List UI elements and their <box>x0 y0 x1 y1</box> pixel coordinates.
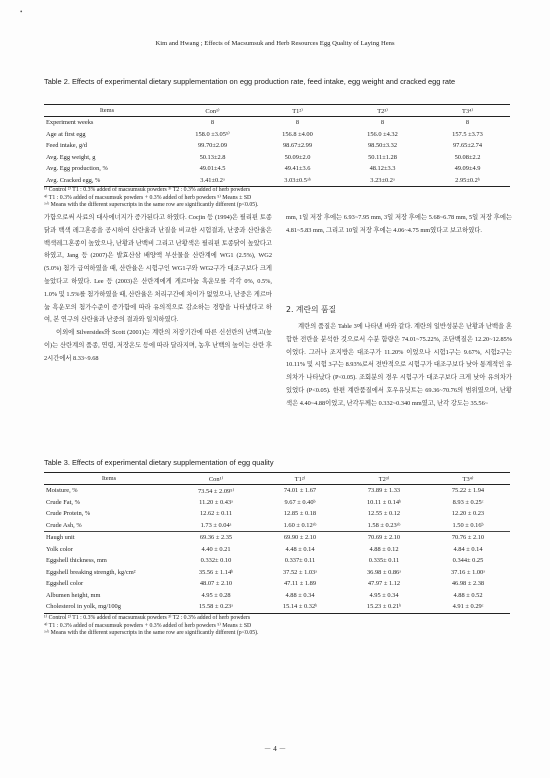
table-cell: 70.76 ± 2.10 <box>426 532 510 544</box>
row-label: Age at first egg <box>46 130 86 138</box>
table-cell: 0.335± 0.11 <box>368 557 400 565</box>
table-cell: 3.41±0.2ᵃ <box>170 175 255 187</box>
table-row <box>44 129 510 141</box>
table-cell: 69.90 ± 2.10 <box>258 532 342 544</box>
table-cell: 1.60 ± 0.12ᵃᵇ <box>283 521 317 529</box>
table-cell: 1.73 ± 0.04ᵃ <box>200 521 232 529</box>
row-label: Moisture, % <box>46 487 78 495</box>
table-row <box>44 117 510 129</box>
left-paragraph-1: 가함으로써 사료의 대사에너지가 증가된다고 하였다. Cocjin 등 (1994)은 필리핀 토종닭과 백색 레그혼종을 공시하여 산란율과 난질을 비교한 시험결과, 난중과 산란율은 백색레그혼종이 높았으나, 난황과 난백비 그리고 난황색은 필리핀 토종닭이 높았다고 하였고, Jang 등 (2007)은 발효산삼 배양액 부산물을 산란계에 WG1 (2.5%), WG2 (5.0%) 첨가 급여하였을 때, 산란율은 시험구인 WG1구와 WG2구가 대조구보다 크게 높았다고 하였다. Lee 등 (2003)은 산란계에게 게르마늄 혹운모를 각각 0%, 0.5%, 1.0% 및 1.5%를 첨가하였을 때, 산란율은 처리구간에 차이가 없었으나, 난중은 게르마늄 흑운모의 첨가수준이 증가함에 따라 유의적으로 감소하는 경향을 나타냈다고 하여, 본 연구의 산란율과 난중의 결과와 일치하였다. <box>44 214 272 324</box>
table-row <box>44 532 510 544</box>
table-cell: 4.84 ± 0.14 <box>453 545 483 553</box>
table-cell: 74.01 ± 1.67 <box>283 487 317 495</box>
section-title: 2. 계란의 품질 <box>286 305 337 314</box>
row-label: Eggshell color <box>46 580 84 588</box>
table-cell: 15.23 ± 0.21ᵇ <box>342 601 426 613</box>
table-cell: 0.337± 0.11 <box>284 557 316 565</box>
table-cell: 49.41±3.6 <box>284 165 311 173</box>
table-cell: 3.03±0.5ᵃᵇ <box>255 175 340 187</box>
table-row <box>44 175 510 187</box>
row-label: Avg. Cracked egg, % <box>44 175 170 187</box>
table-cell: 4.88 ± 0.52 <box>453 591 483 599</box>
table-cell: 12.55 ± 0.12 <box>367 510 401 518</box>
table-cell: 47.11 ± 1.89 <box>283 580 317 588</box>
table-cell: 156.8 ±4.00 <box>282 130 313 138</box>
table-row <box>44 497 510 509</box>
table-row <box>44 555 510 567</box>
table-cell: 4.48 ± 0.14 <box>285 545 315 553</box>
table-row <box>44 590 510 602</box>
table-cell: 15.58 ± 0.23ᵃ <box>174 601 258 613</box>
table-cell: 35.56 ± 1.14ᵇ <box>198 568 234 576</box>
column-header: Con¹⁾ <box>174 473 258 485</box>
table-cell: 1.58 ± 0.23ᵃᵇ <box>367 521 401 529</box>
footnote: ⁴⁾ T1 : 0.3% added of macsumsuk powders + 0.3% added of herb powders ⁵⁾ Means ± SD <box>44 194 252 201</box>
table-row <box>44 140 510 152</box>
column-header: T1²⁾ <box>255 105 340 117</box>
table-cell: 37.52 ± 1.03ᵃ <box>282 568 317 576</box>
table-cell: 47.97 ± 1.12 <box>367 580 401 588</box>
row-label: Feed intake, g/d <box>46 142 87 150</box>
table-cell: 12.20 ± 0.23 <box>451 510 485 518</box>
table-cell: 4.88 ± 0.12 <box>369 545 399 553</box>
table-cell: 49.01±4.5 <box>199 165 226 173</box>
table3-footnotes <box>44 615 259 638</box>
table-row <box>44 163 510 175</box>
table-cell: 15.14 ± 0.32ᵇ <box>258 601 342 613</box>
table-cell: 157.5 ±3.73 <box>452 130 483 138</box>
table-cell: 8 <box>465 119 470 127</box>
table-cell: 9.67 ± 0.40ᵇ <box>284 498 316 506</box>
table-row <box>44 544 510 556</box>
running-header: Kim and Hwang ; Effects of Macsumsuk and Herb Resources Egg Quality of Laying Hens <box>155 40 395 47</box>
table-cell: 97.65±2.74 <box>452 142 483 150</box>
row-label: Avg. Egg production, % <box>46 165 108 173</box>
table-cell: 0.344± 0.25 <box>452 557 484 565</box>
table-row <box>44 567 510 579</box>
table2-caption: Table 2. Effects of experimental dietary supplementation on egg production rate, feed intake, egg weight and cracked egg rate <box>44 77 456 86</box>
table-row <box>44 520 510 532</box>
column-header: Con¹⁾ <box>170 105 255 117</box>
column-header: T1²⁾ <box>258 473 342 485</box>
table-cell: 3.23±0.2ᵃ <box>340 175 425 187</box>
table-cell: 8.93 ± 0.25ᶜ <box>452 498 484 506</box>
footnote: ¹⁾ Control ²⁾ T1 : 0.3% added of macsumsuk powders ³⁾ T2 : 0.3% added of herb powders <box>44 187 251 193</box>
table-cell: 8 <box>295 119 300 127</box>
table-row <box>44 578 510 590</box>
footnote: ᵃ‧ᵇ Means with the different superscripts in the same row are significantly different (p<0.05). <box>44 630 259 637</box>
table-cell: 99.70±2.09 <box>197 142 228 150</box>
column-header: Items <box>44 105 170 117</box>
table-cell: 98.50±3.32 <box>367 142 398 150</box>
row-label: Yolk color <box>46 545 73 553</box>
table-row <box>44 601 510 613</box>
column-header: T3⁴⁾ <box>426 473 510 485</box>
table-cell: 2.95±0.2ᵇ <box>425 175 510 187</box>
table-row <box>44 508 510 520</box>
table-cell: 4.95 ± 0.28 <box>201 591 231 599</box>
table-cell: 73.89 ± 1.33 <box>367 487 401 495</box>
table-cell: 36.98 ± 0.86ᵃ <box>366 568 401 576</box>
footnote: ᵃ‧ᵇ Means with the different superscripts in the same row are significantly different (p<0.05). <box>44 202 259 209</box>
row-label: Eggshell thickness, mm <box>46 557 107 565</box>
table-cell: 46.98 ± 2.38 <box>451 580 485 588</box>
column-header: Items <box>44 473 174 485</box>
table-cell: 98.67±2.99 <box>282 142 313 150</box>
table-cell: 4.95 ± 0.34 <box>369 591 399 599</box>
table-cell: 48.07 ± 2.10 <box>199 580 233 588</box>
footnote: ¹⁾ Control ²⁾ T1 : 0.3% added of macsumsuk powders ³⁾ T2 : 0.3% added of herb powders <box>44 615 251 621</box>
header-row <box>44 473 510 485</box>
table-cell: 1.50 ± 0.16ᵇ <box>452 521 484 529</box>
row-label: Eggshell breaking strength, kg/cm² <box>46 568 136 576</box>
right-paragraph-1: mm, 1일 저장 후에는 6.93~7.95 mm, 3일 저장 후에는 5.68~6.78 mm, 5일 저장 후에는 4.81~5.83 mm, 그리고 10일 저장 후에는 4.06~4.75 mm였다고 보고하였다. <box>286 214 512 234</box>
table-cell: 50.13±2.8 <box>199 153 226 161</box>
page-number: － 4 － <box>263 744 287 753</box>
row-label: Crude Protein, % <box>46 510 91 518</box>
table-cell: 10.11 ± 0.14ᵇ <box>366 498 401 506</box>
table-cell: 11.20 ± 0.43ᵃ <box>199 498 233 506</box>
table-cell: 69.36 ± 2.35 <box>174 532 258 544</box>
right-paragraph-2: 계란의 품질은 Table 3에 나타낸 바와 같다. 계란의 일반성분은 난황과 난백을 혼합한 전란을 분석한 것으로서 수분 함량은 74.01~75.22%, 조단백질은 12.20~12.85% 이었다. 그러나 조지방은 대조구가 11.20% 이었으나 시험1구는 9.67%, 시험2구는 10.11% 및 시험 3구는 8.93%로서 전반적으로 시험구가 대조구보다 낮아 통계적인 유의차가 나타났다 (P<0.05). 조회분의 경우 시험구가 대조구보다 크게 낮아 유의차가 있었다 (P<0.05). 한편 계란품질에서 호우유닛트는 69.36~70.76의 범위였으며, 난황색은 4.40~4.88이었고, 난각두께는 0.332~0.340 mm였고, 난각 강도는 35.56~ <box>286 323 512 407</box>
table-cell: 12.62 ± 0.11 <box>199 510 233 518</box>
table-cell: 12.85 ± 0.18 <box>283 510 317 518</box>
table-cell: 8 <box>380 119 385 127</box>
table-row <box>44 152 510 164</box>
row-label: Crude Ash, % <box>46 521 82 529</box>
table-cell: 70.69 ± 2.10 <box>342 532 426 544</box>
left-column <box>44 212 272 366</box>
table-cell: 37.16 ± 1.00ᵃ <box>450 568 485 576</box>
table-cell: 8 <box>210 119 215 127</box>
table-cell: 156.0 ±4.32 <box>367 130 398 138</box>
column-header: T2³⁾ <box>340 105 425 117</box>
table2 <box>44 104 510 187</box>
table-cell: 4.91 ± 0.29ᶜ <box>426 601 510 613</box>
table-cell: 158.0 ±3.05⁵⁾ <box>195 131 230 139</box>
table-row <box>44 485 510 497</box>
table-cell: 50.11±1.28 <box>368 153 397 161</box>
row-label: Albumen height, mm <box>46 591 101 599</box>
row-label: Crude Fat, % <box>46 498 80 506</box>
left-paragraph-2: 이외에 Silversides와 Scott (2001)는 계란의 저장기간에 따른 신선란의 난백고(높이)는 산란계의 품종, 연령, 저장온도 등에 따라 달라지며, 농후 난백의 높이는 산란 후 2시간에서 8.33~9.68 <box>44 329 272 362</box>
row-label: Haugh unit <box>44 532 174 544</box>
table-cell: 4.40 ± 0.21 <box>201 545 231 553</box>
column-header: T2³⁾ <box>342 473 426 485</box>
row-label: Cholesterol in yolk, mg/100g <box>44 601 174 613</box>
table-cell: 50.09±2.0 <box>284 153 311 161</box>
table2-footnotes <box>44 187 259 210</box>
table3 <box>44 472 510 614</box>
table-cell: 0.332± 0.10 <box>200 557 232 565</box>
table3-caption: Table 3. Effects of experimental dietary supplementation of egg quality <box>44 458 274 467</box>
column-header: T3⁴⁾ <box>425 105 510 117</box>
table-cell: 4.88 ± 0.34 <box>285 591 315 599</box>
table-cell: 73.54 ± 2.09⁵⁾ <box>197 487 235 495</box>
footnote: ⁴⁾ T1 : 0.3% added of macsumsuk powders + 0.3% added of herb powders ⁵⁾ Means ± SD <box>44 622 252 629</box>
table-cell: 50.08±2.2 <box>454 153 481 161</box>
row-label: Avg. Egg weight, g <box>46 153 96 161</box>
scan-mark: • <box>20 8 23 16</box>
row-label: Experiment weeks <box>46 119 94 127</box>
table-cell: 48.12±3.3 <box>369 165 396 173</box>
table-cell: 75.22 ± 1.94 <box>451 487 485 495</box>
header-row <box>44 105 510 117</box>
table-cell: 49.09±4.9 <box>454 165 481 173</box>
